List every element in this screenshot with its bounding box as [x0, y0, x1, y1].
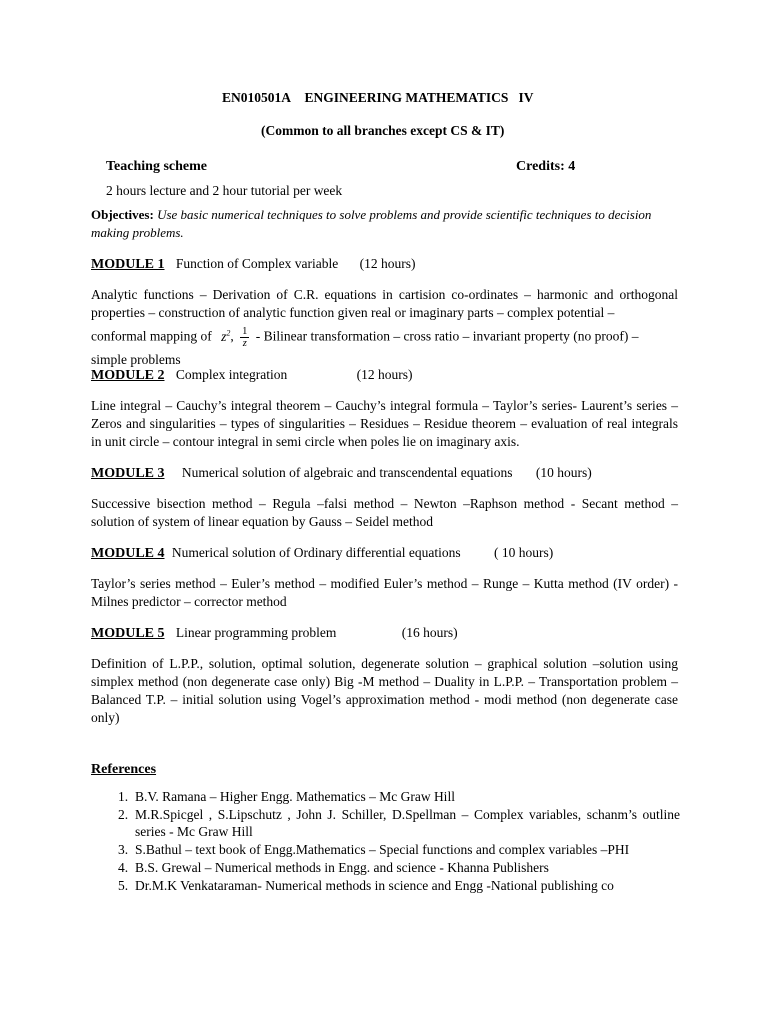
module-2-content: Line integral – Cauchy’s integral theorem – Cauchy’s integral formula – Taylor’s series- Laurent’s series – Zeros and singularities – types of singularities – Residues – Residue theorem – evaluation of real integrals in unit circle – contour integral in semi circle when poles lie on imaginary axis. [91, 398, 678, 449]
reference-item: 1. B.V. Ramana – Higher Engg. Mathematics – Mc Graw Hill [118, 789, 455, 804]
course-code: EN010501A [222, 90, 292, 105]
module-1-content-b-text: conformal mapping of [91, 328, 212, 344]
module-1-content-a: Analytic functions – Derivation of C.R. equations in cartision co-ordinates – harmonic and orthogonal properties – construction of analytic function given real or imaginary parts – complex potential – [91, 287, 678, 320]
module-1-content-c: - Bilinear transformation – cross ratio – invariant property (no proof) – [255, 328, 639, 344]
module-3-header [91, 464, 592, 483]
module-2-title: Complex integration [175, 367, 288, 382]
module-1-content-d: simple problems [91, 352, 181, 367]
module-4-title: Numerical solution of Ordinary differential equations [171, 545, 461, 560]
module-2-hours: (12 hours) [356, 367, 413, 382]
module-5-hours: (16 hours) [401, 625, 458, 640]
module-5-header [91, 624, 458, 643]
module-3-hours: (10 hours) [535, 465, 592, 480]
course-heading [222, 89, 534, 107]
module-3-label: MODULE 3 [91, 466, 165, 481]
references-list [91, 788, 691, 894]
course-title: ENGINEERING MATHEMATICS IV [304, 90, 534, 105]
course-subtitle: (Common to all branches except CS & IT) [261, 123, 505, 138]
reference-item: 2. M.R.Spicgel , S.Lipschutz , John J. Schiller, D.Spellman – Complex variables, schanm’s outline series - Mc Graw Hill [118, 807, 680, 839]
objectives-label: Objectives: [91, 207, 154, 222]
module-1-label: MODULE 1 [91, 257, 165, 272]
module-5-label: MODULE 5 [91, 626, 165, 641]
module-1-title: Function of Complex variable [175, 256, 339, 271]
module-3-title: Numerical solution of algebraic and transcendental equations [181, 465, 513, 480]
credits-label: Credits: 4 [516, 159, 576, 174]
module-1-header [91, 255, 415, 274]
module-1-hours: (12 hours) [359, 256, 416, 271]
hours-per-week: 2 hours lecture and 2 hour tutorial per week [106, 183, 343, 198]
objectives-text: Use basic numerical techniques to solve problems and provide scientific techniques to decision making problems. [91, 207, 652, 240]
references-heading: References [91, 762, 157, 777]
module-5-content: Definition of L.P.P., solution, optimal solution, degenerate solution – graphical solution –solution using simplex method (non degenerate case only) Big -M method – Duality in L.P.P. – Transportation problem –Balanced T.P. – initial solution using Vogel’s approximation method - modi method (non degenerate case only) [91, 656, 678, 725]
reference-item: 3. S.Bathul – text book of Engg.Mathematics – Special functions and complex variables –PHI [118, 842, 630, 857]
reference-item: 5. Dr.M.K Venkataraman- Numerical methods in science and Engg -National publishing co [118, 878, 614, 893]
module-4-hours: ( 10 hours) [494, 545, 554, 560]
module-4-header [91, 544, 553, 563]
objectives [91, 206, 678, 242]
module-1-content-b: conformal mapping of $z^2$, $\frac{1}{z}$ - Bilinear transformation – cross ratio – invariant property (no proof) – [91, 325, 639, 349]
module-4-label: MODULE 4 [91, 546, 165, 561]
module-3-content: Successive bisection method – Regula –falsi method – Newton –Raphson method - Secant method – solution of system of linear equation by Gauss – Seidel method [91, 496, 678, 529]
math-one-over-z: $\frac{1}{z}$ [242, 325, 248, 349]
math-z-squared: $z^2$ [221, 328, 231, 344]
reference-item: 4. B.S. Grewal – Numerical methods in Engg. and science - Khanna Publishers [118, 860, 549, 875]
module-2-header [91, 366, 412, 385]
module-5-title: Linear programming problem [175, 625, 337, 640]
teaching-scheme-label: Teaching scheme [106, 159, 207, 174]
module-4-content: Taylor’s series method – Euler’s method – modified Euler’s method – Runge – Kutta method (IV order) - Milnes predictor – corrector method [91, 576, 678, 609]
module-2-label: MODULE 2 [91, 368, 165, 383]
